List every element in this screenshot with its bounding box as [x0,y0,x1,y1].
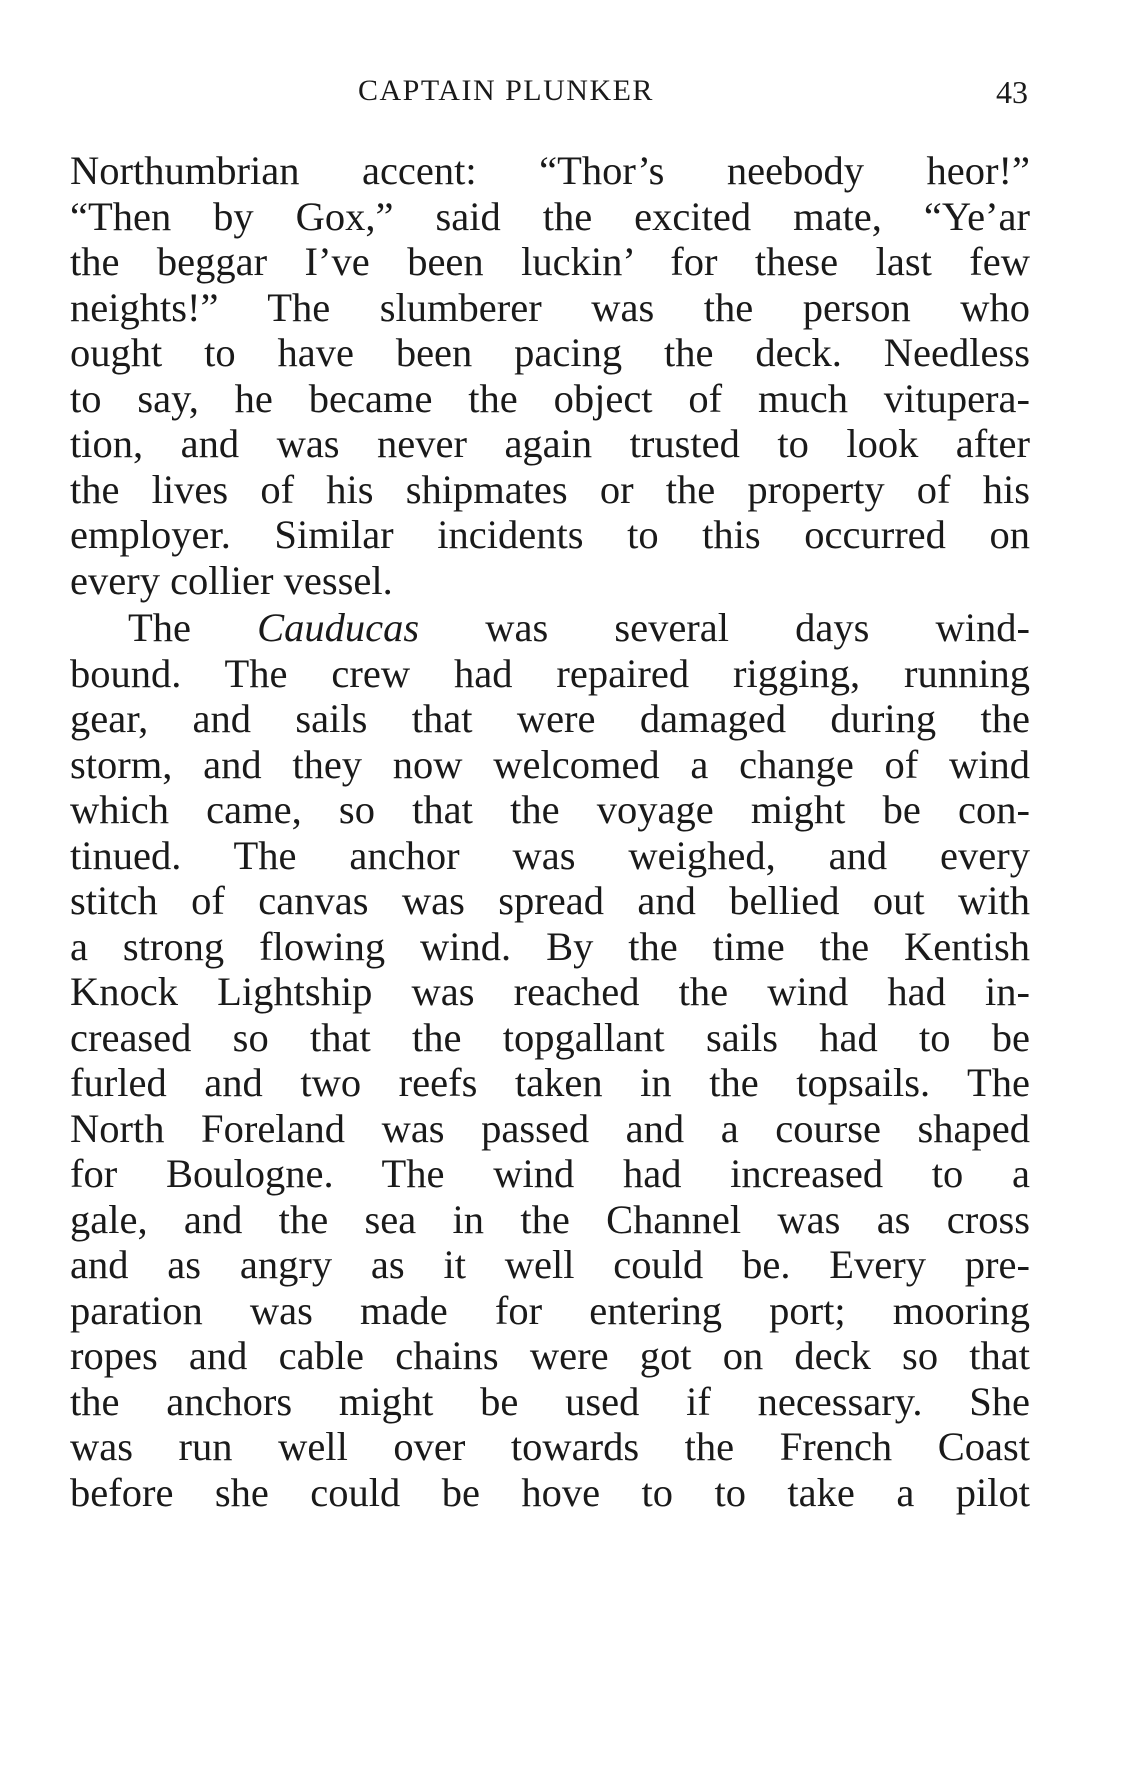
running-head [68,74,1028,118]
text-line: which came, so that the voyage might be con- [70,787,1030,832]
text-line: before she could be hove to to take a pilot [70,1469,1030,1515]
text-line: ropes and cable chains were got on deck so that [70,1333,1030,1378]
text-line: storm, and they now welcomed a change of wind [70,741,1030,787]
text-line: the anchors might be used if necessary. She [70,1378,1030,1424]
text-line: tinued. The anchor was weighed, and every [70,832,1030,878]
text-segment: was several days wind- [419,605,1030,650]
text-line: to say, he became the object of much vitupera- [70,375,1030,421]
text-line: paration was made for entering port; mooring [70,1287,1030,1333]
paragraph-2 [70,605,1030,1515]
text-line: Northumbrian accent: “Thor’s neebody heor!” [70,148,1030,193]
text-line: gear, and sails that were damaged during the [70,696,1030,741]
text-line: “Then by Gox,” said the excited mate, “Ye’ar [70,193,1030,239]
text-line: ought to have been pacing the deck. Needless [70,330,1030,375]
text-line: the beggar I’ve been luckin’ for these last few [70,239,1030,284]
text-line: furled and two reefs taken in the topsails. The [70,1060,1030,1105]
text-line: a strong flowing wind. By the time the Kentish [70,923,1030,969]
text-line: stitch of canvas was spread and bellied out with [70,878,1030,923]
text-segment: The [128,605,258,650]
text-line: was run well over towards the French Coast [70,1424,1030,1469]
text-line: employer. Similar incidents to this occurred on [70,512,1030,557]
text-line: bound. The crew had repaired rigging, running [70,650,1030,696]
text-line: neights!” The slumberer was the person who [70,284,1030,330]
text-line: tion, and was never again trusted to look after [70,421,1030,466]
text-line: every collier vessel. [70,557,393,603]
ship-name: Cauducas [257,605,420,650]
text-line: and as angry as it well could be. Every pre- [70,1242,1030,1287]
text-line: creased so that the topgallant sails had to be [70,1014,1030,1060]
running-title: CAPTAIN PLUNKER [358,74,654,107]
page-number: 43 [996,74,1028,110]
paragraph-1 [70,148,1030,603]
text-line: gale, and the sea in the Channel was as cross [70,1196,1030,1242]
text-line [70,605,1030,651]
text-line: the lives of his shipmates or the property of his [70,466,1030,512]
text-line: for Boulogne. The wind had increased to a [70,1151,1030,1196]
text-line: Knock Lightship was reached the wind had in- [70,969,1030,1014]
body-text [70,148,1030,1515]
text-line: North Foreland was passed and a course shaped [70,1105,1030,1151]
